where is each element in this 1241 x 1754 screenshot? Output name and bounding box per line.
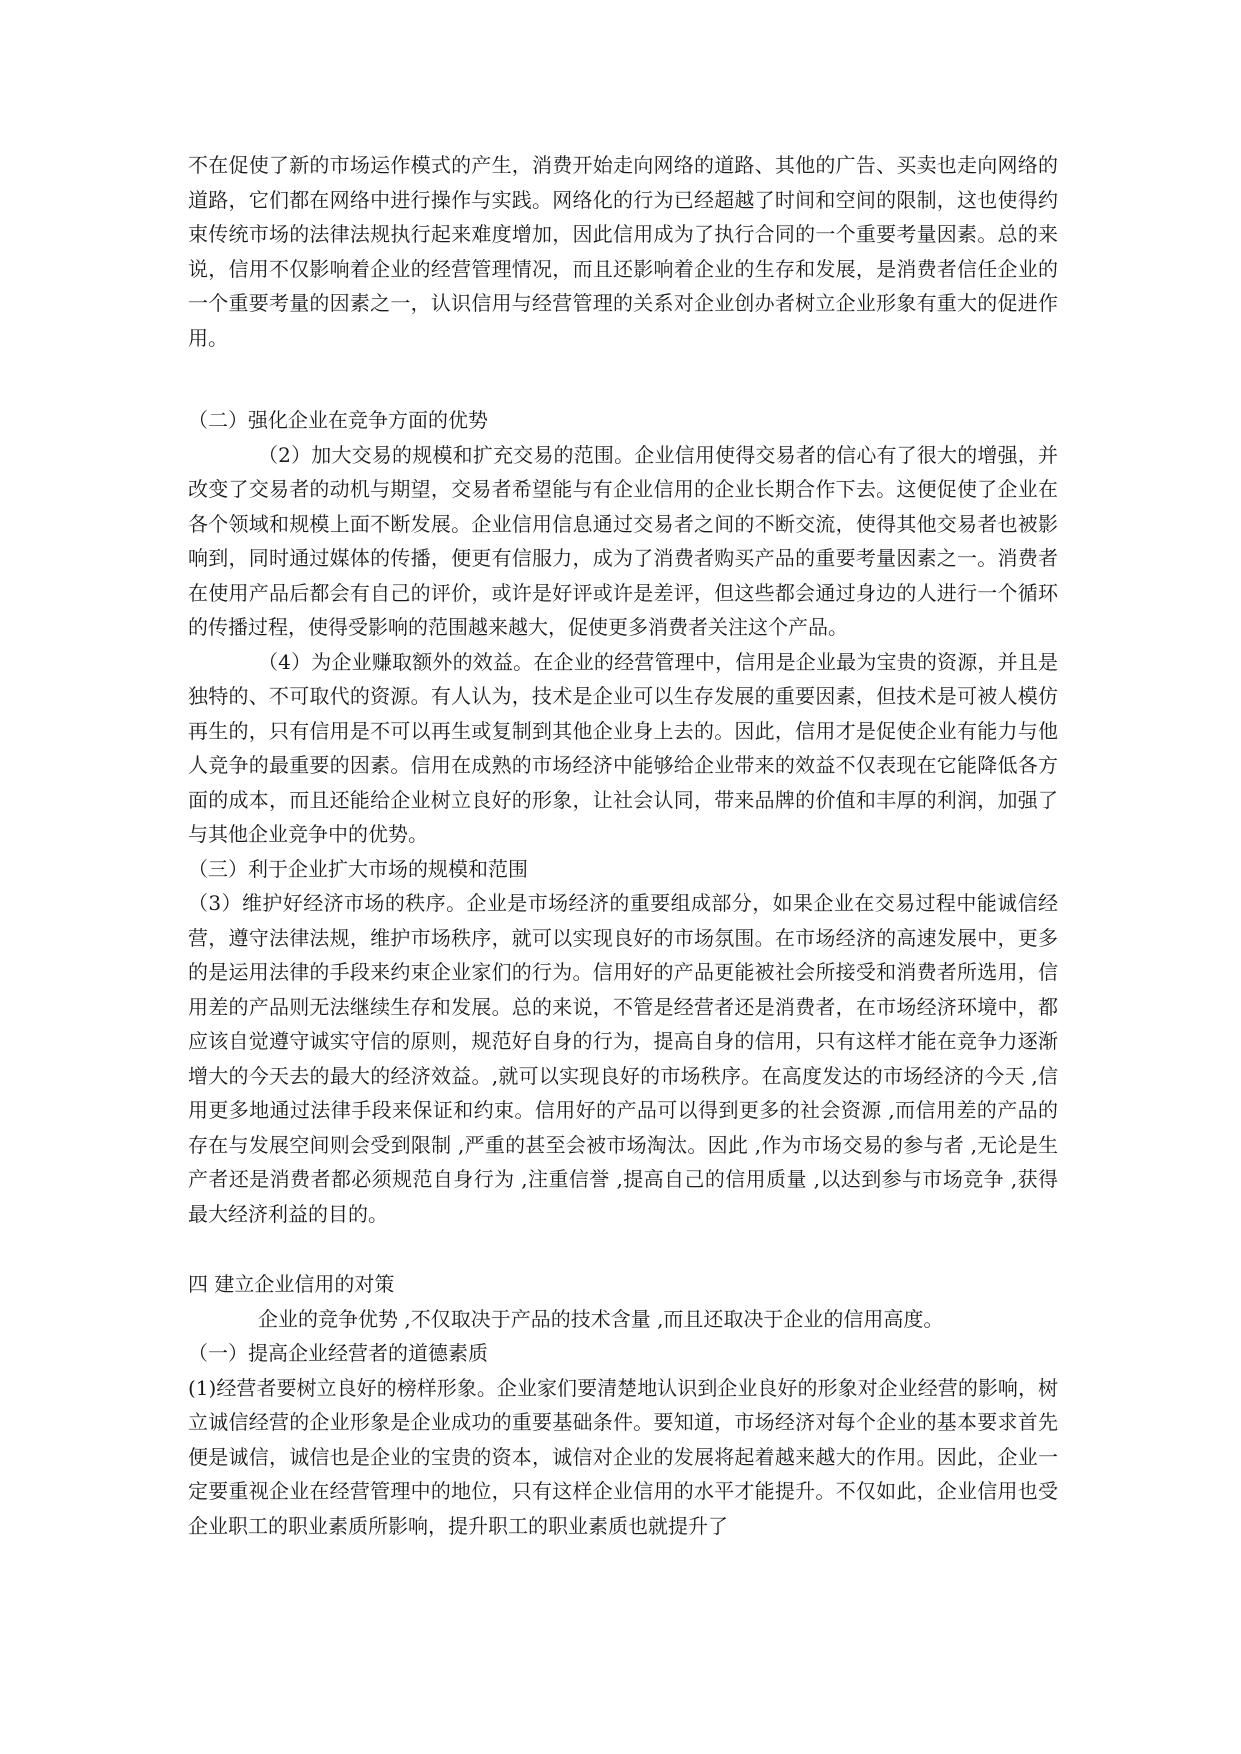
paragraph-extra-benefit: （4）为企业赚取额外的效益。在企业的经营管理中，信用是企业最为宝贵的资源，并且是独特的、不可取代的资源。有人认为，技术是企业可以生存发展的重要因素，但技术是可被人模仿再生的，只有信用是不可以再生或复制到其他企业身上去的。因此，信用才是促使企业有能力与他人竞争的最重要的因素。信用在成熟的市场经济中能够给企业带来的效益不仅表现在它能降低各方面的成本，而且还能给企业树立良好的形象，让社会认同，带来品牌的价值和丰厚的利润，加强了与其他企业竞争中的优势。 (188, 649, 1058, 846)
spacer (188, 355, 1058, 403)
paragraph-market-order: （3）维护好经济市场的秩序。企业是市场经济的重要组成部分，如果企业在交易过程中能诚信经营，遵守法律法规，维护市场秩序，就可以实现良好的市场氛围。在市场经济的高速发展中，更多的是运用法律的手段来约束企业家们的行为。信用好的产品更能被社会所接受和消费者所选用，信用差的产品则无法继续生存和发展。总的来说，不管是经营者还是消费者，在市场经济环境中，都应该自觉遵守诚实守信的原则，规范好自身的行为，提高自身的信用，只有这样才能在竞争力逐渐增大的今天去的最大的经济效益。,就可以实现良好的市场秩序。在高度发达的市场经济的今天 ,信用更多地通过法律手段来保证和约束。信用好的产品可以得到更多的社会资源 ,而信用差的产品的存在与发展空间则会受到限制 ,严重的甚至会被市场淘汰。因此 ,作为市场交易的参与者 ,无论是生产者还是消费者都必须规范自身行为 ,注重信誉 ,提高自己的信用质量 ,以达到参与市场竞争 ,获得最大经济利益的目的。 (188, 891, 1058, 1226)
spacer (188, 1231, 1058, 1267)
section-heading-5: （一）提高企业经营者的道德素质 (188, 1341, 488, 1365)
paragraph-competitive-advantage: 企业的竞争优势 ,不仅取决于产品的技术含量 ,而且还取决于企业的信用高度。 (258, 1306, 944, 1331)
section-heading-2: （二）强化企业在竞争方面的优势 (188, 408, 488, 432)
paragraph-role-model: (1)经营者要树立良好的榜样形象。企业家们要清楚地认识到企业良好的形象对企业经营的影响，树立诚信经营的企业形象是企业成功的重要基础条件。要知道，市场经济对每个企业的基本要求首先便是诚信，诚信也是企业的宝贵的资本，诚信对企业的发展将起着越来越大的作用。因此，企业一定要重视企业在经营管理中的地位，只有这样企业信用的水平才能提升。不仅如此，企业信用也受企业职工的职业素质所影响，提升职工的职业素质也就提升了 (188, 1375, 1058, 1538)
document-page (188, 148, 1058, 1543)
chapter-heading-4: 四 建立企业信用的对策 (188, 1272, 395, 1296)
section-heading-3: （三）利于企业扩大市场的规模和范围 (188, 856, 528, 881)
paragraph-trade-scale: （2）加大交易的规模和扩充交易的范围。企业信用使得交易者的信心有了很大的增强，并改变了交易者的动机与期望，交易者希望能与有企业信用的企业长期合作下去。这便促使了企业在各个领域和规模上面不断发展。企业信用信息通过交易者之间的不断交流，使得其他交易者也被影响到，同时通过媒体的传播，便更有信服力，成为了消费者购买产品的重要考量因素之一。消费者在使用产品后都会有自己的评价，或许是好评或许是差评，但这些都会通过身边的人进行一个循环的传播过程，使得受影响的范围越来越大，促使更多消费者关注这个产品。 (188, 442, 1058, 639)
paragraph-intro: 不在促使了新的市场运作模式的产生，消费开始走向网络的道路、其他的广告、买卖也走向网络的道路，它们都在网络中进行操作与实践。网络化的行为已经超越了时间和空间的限制，这也使得约束传统市场的法律法规执行起来难度增加，因此信用成为了执行合同的一个重要考量因素。总的来说，信用不仅影响着企业的经营管理情况，而且还影响着企业的生存和发展，是消费者信任企业的一个重要考量的因素之一，认识信用与经营管理的关系对企业创办者树立企业形象有重大的促进作用。 (188, 153, 1058, 350)
